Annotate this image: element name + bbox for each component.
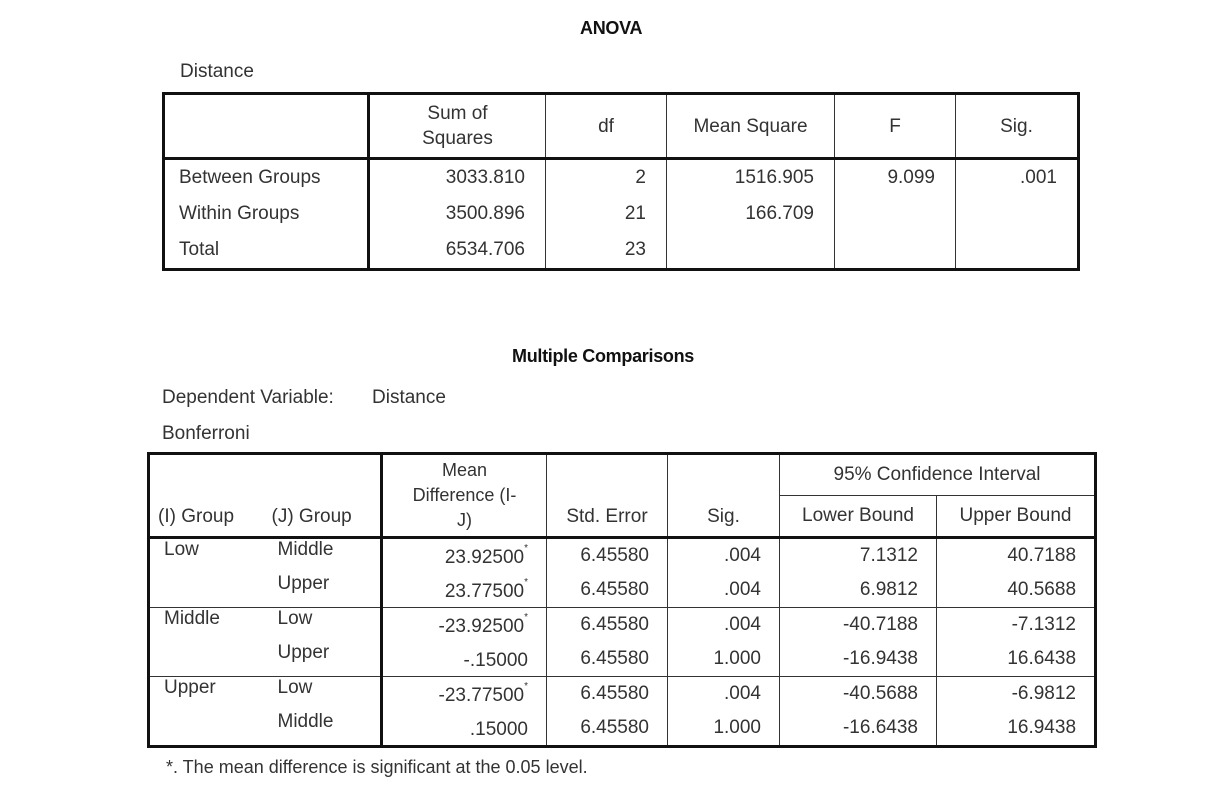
mc-j-group: Middle: [264, 538, 382, 574]
anova-df: 2: [546, 159, 667, 197]
anova-row: [164, 196, 1079, 232]
anova-row: [164, 232, 1079, 270]
mc-dep-var: Distance: [372, 387, 446, 408]
mc-header-lower: Lower Bound: [780, 496, 937, 538]
mc-upper: -7.1312: [937, 608, 1096, 643]
anova-row-label: Total: [164, 232, 369, 270]
anova-header-ss: Sum of Squares: [369, 94, 546, 159]
mc-std-error: 6.45580: [547, 711, 668, 747]
mc-lower: -16.6438: [780, 711, 937, 747]
anova-f: [835, 196, 956, 232]
mc-std-error: 6.45580: [547, 677, 668, 712]
mc-i-group: Middle: [149, 608, 264, 677]
mc-i-group: Low: [149, 538, 264, 608]
anova-ms: 166.709: [667, 196, 835, 232]
mc-header-i-group: (I) Group: [149, 454, 264, 538]
anova-ms: 1516.905: [667, 159, 835, 197]
mc-std-error: 6.45580: [547, 573, 668, 608]
anova-row: [164, 159, 1079, 197]
anova-f: [835, 232, 956, 270]
mc-mean-diff: -23.77500*: [382, 677, 547, 712]
anova-ss: 3033.810: [369, 159, 546, 197]
mc-lower: 6.9812: [780, 573, 937, 608]
mc-mean-diff: 23.77500*: [382, 573, 547, 608]
mc-header-std-error: Std. Error: [547, 454, 668, 538]
mc-mean-diff: .15000: [382, 711, 547, 747]
mc-j-group: Low: [264, 608, 382, 643]
mc-upper: 40.7188: [937, 538, 1096, 574]
table-row: [149, 642, 1096, 677]
table-row: [149, 573, 1096, 608]
table-row: [149, 538, 1096, 574]
mc-header-sig: Sig.: [668, 454, 780, 538]
mc-sig: .004: [668, 608, 780, 643]
anova-header-row: [164, 94, 1079, 159]
anova-sig: [956, 232, 1079, 270]
anova-variable-label: Distance: [180, 61, 254, 82]
mc-i-group: Upper: [149, 677, 264, 747]
anova-header-sig: Sig.: [956, 94, 1079, 159]
mc-dep-var-label: Dependent Variable:: [162, 387, 334, 408]
anova-ss: 3500.896: [369, 196, 546, 232]
anova-header-ms: Mean Square: [667, 94, 835, 159]
anova-ms: [667, 232, 835, 270]
mc-lower: -40.5688: [780, 677, 937, 712]
mc-mean-diff: -23.92500*: [382, 608, 547, 643]
mc-lower: -16.9438: [780, 642, 937, 677]
mc-lower: -40.7188: [780, 608, 937, 643]
anova-header-blank: [164, 94, 369, 159]
mc-method: Bonferroni: [162, 423, 250, 444]
anova-header-f: F: [835, 94, 956, 159]
mc-sig: 1.000: [668, 642, 780, 677]
mc-header-row-1: [149, 454, 1096, 496]
mc-j-group: Upper: [264, 642, 382, 677]
mc-j-group: Low: [264, 677, 382, 712]
anova-sig: .001: [956, 159, 1079, 197]
anova-ss: 6534.706: [369, 232, 546, 270]
mc-footnote: *. The mean difference is significant at the 0.05 level.: [166, 757, 588, 777]
anova-f: 9.099: [835, 159, 956, 197]
mc-table: [147, 452, 1097, 748]
mc-std-error: 6.45580: [547, 608, 668, 643]
anova-row-label: Within Groups: [164, 196, 369, 232]
anova-table: [162, 92, 1080, 271]
mc-sig: 1.000: [668, 711, 780, 747]
mc-header-ci: 95% Confidence Interval: [780, 454, 1096, 496]
table-row: [149, 711, 1096, 747]
mc-header-mean-diff: Mean Difference (I- J): [382, 454, 547, 538]
mc-lower: 7.1312: [780, 538, 937, 574]
mc-std-error: 6.45580: [547, 538, 668, 574]
anova-title: ANOVA: [580, 18, 643, 38]
mc-title: Multiple Comparisons: [512, 346, 695, 366]
mc-header-upper: Upper Bound: [937, 496, 1096, 538]
anova-sig: [956, 196, 1079, 232]
mc-upper: 16.6438: [937, 642, 1096, 677]
mc-header-j-group: (J) Group: [264, 454, 382, 538]
mc-mean-diff: 23.92500*: [382, 538, 547, 574]
mc-sig: .004: [668, 573, 780, 608]
mc-j-group: Upper: [264, 573, 382, 608]
table-row: [149, 608, 1096, 643]
anova-df: 23: [546, 232, 667, 270]
anova-row-label: Between Groups: [164, 159, 369, 197]
mc-mean-diff: -.15000: [382, 642, 547, 677]
anova-header-df: df: [546, 94, 667, 159]
table-row: [149, 677, 1096, 712]
mc-j-group: Middle: [264, 711, 382, 747]
mc-upper: 16.9438: [937, 711, 1096, 747]
mc-upper: 40.5688: [937, 573, 1096, 608]
mc-sig: .004: [668, 538, 780, 574]
mc-std-error: 6.45580: [547, 642, 668, 677]
mc-sig: .004: [668, 677, 780, 712]
anova-df: 21: [546, 196, 667, 232]
mc-upper: -6.9812: [937, 677, 1096, 712]
